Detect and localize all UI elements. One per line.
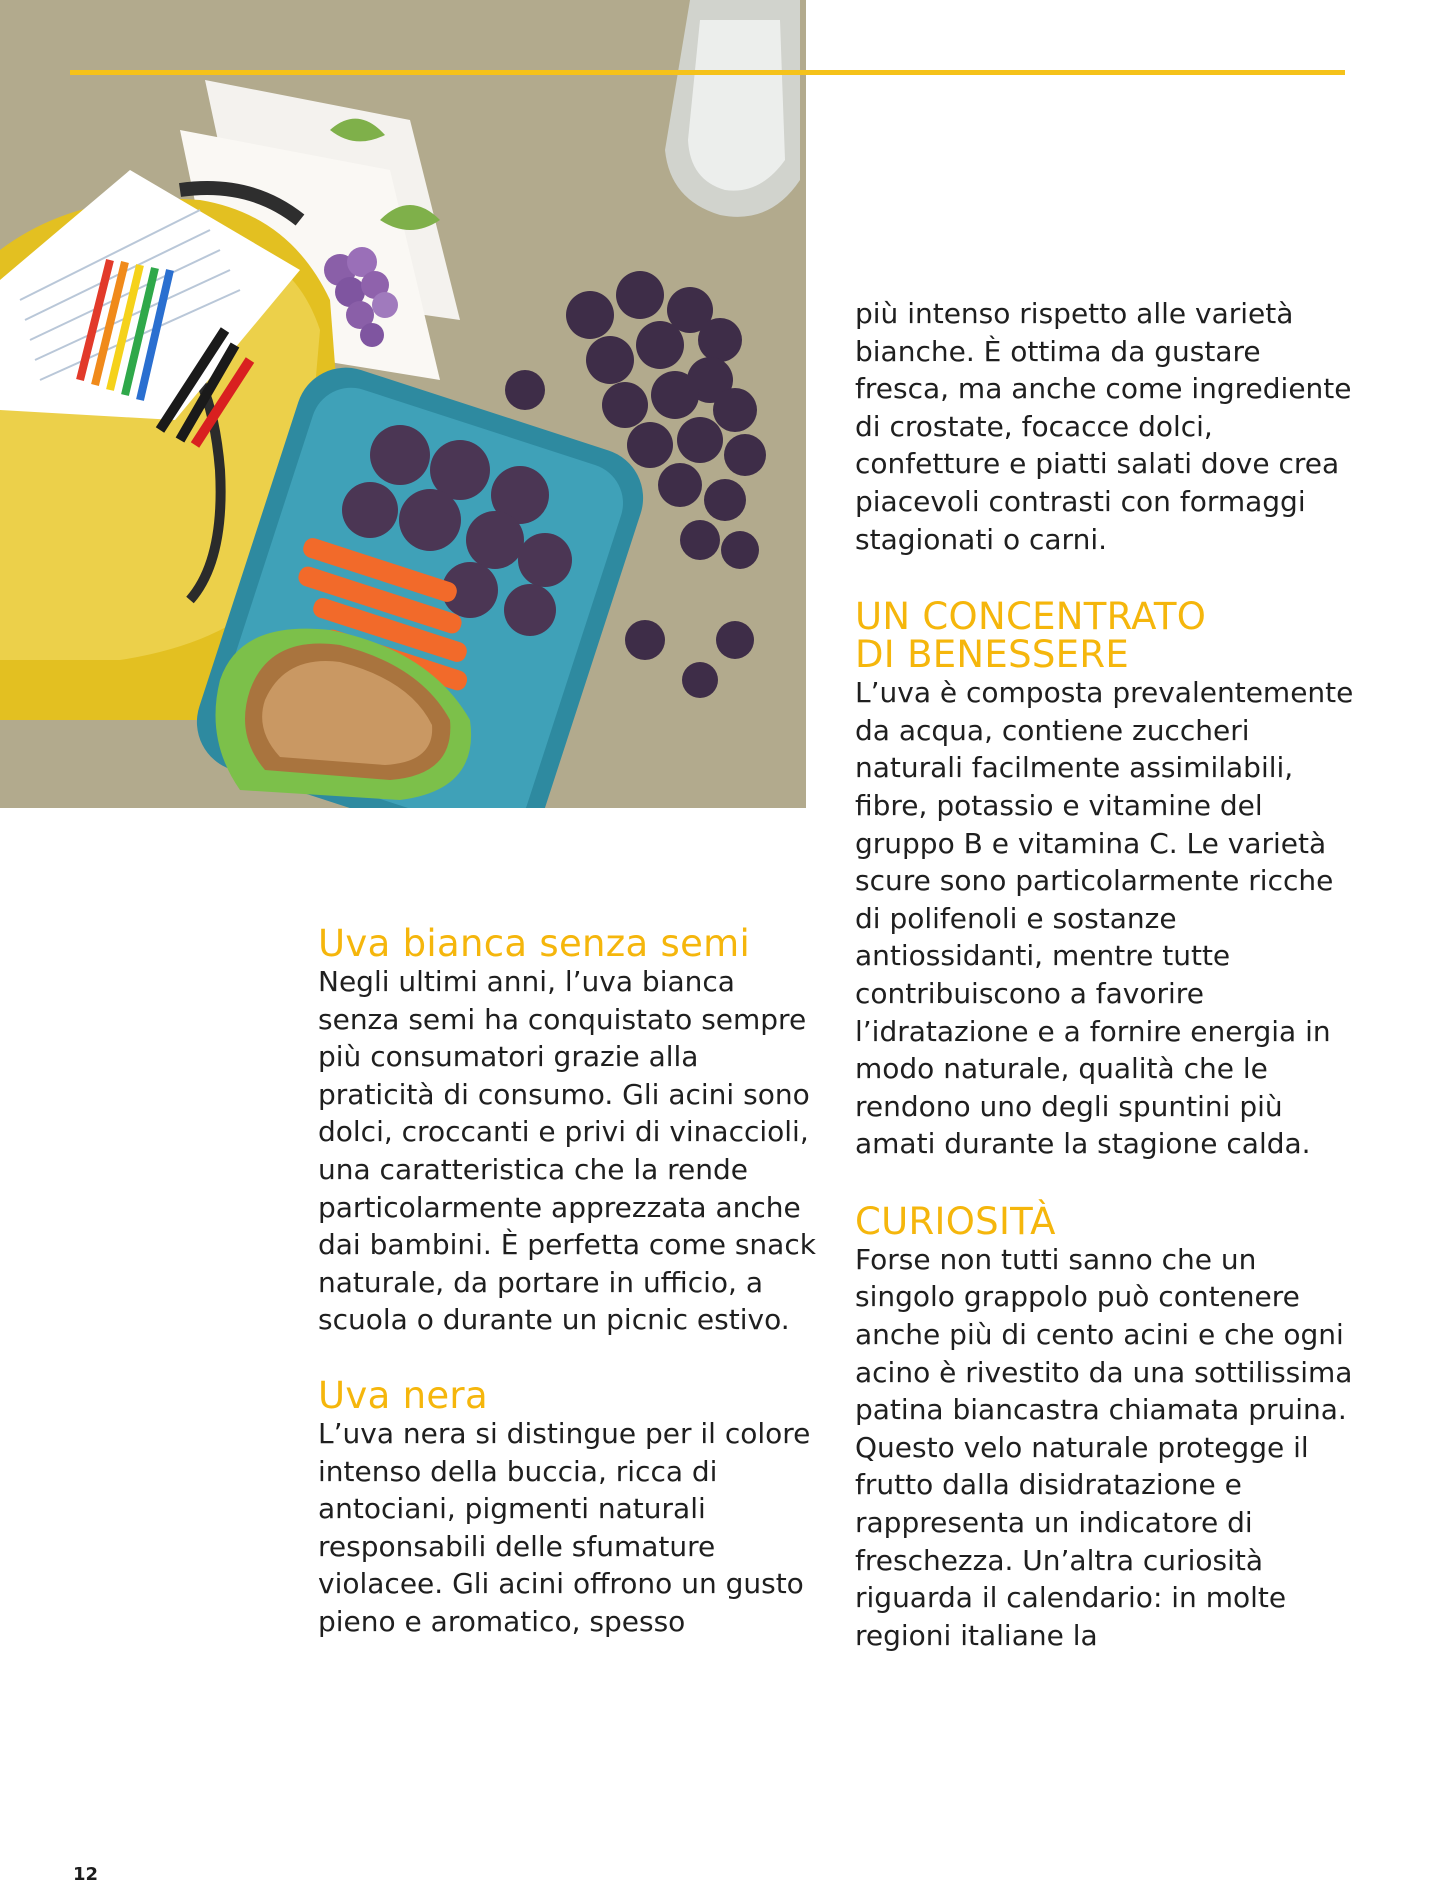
section-title-wellness-line2: DI BENESSERE [855,633,1130,677]
section-title-wellness-line1: UN CONCENTRATO [855,595,1207,639]
section-text-curiosity: Forse non tutti sanno che un singolo grappolo può contenere anche più di cento acini e che ogni acino è rivestito da una sottilissima patina biancastra chiamata pruina. Questo velo naturale protegge il frutto dalla disidratazione e rappresenta un indicatore di freschezza. Un’altra curiosità riguarda il calendario: in molte regioni italiane la [855,1242,1353,1652]
accent-rule [70,70,1345,75]
section-text-seedless-white-grapes: Negli ultimi anni, l’uva bianca senza semi ha conquistato sempre più consumatori grazie alla praticità di consumo. Gli acini sono dolci, croccanti e privi di vinaccioli, una caratteristica che la rende particolarmente apprezzata anche dai bambini. È perfetta come snack naturale, da portare in ufficio, a scuola o durante un picnic estivo. [318,965,816,1337]
section-text-black-grapes: L’uva nera si distingue per il colore intenso della buccia, ricca di antociani, pigmenti naturali responsabili delle sfumature violacee. Gli acini offrono un gusto pieno e aromatico, spesso [318,1416,811,1638]
section-title-wellness [855,595,1355,677]
hero-photo [0,0,806,808]
right-column [855,295,1355,1654]
continued-text-black-grapes: più intenso rispetto alle varietà bianche. È ottima da gustare fresca, ma anche come ingrediente di crostate, focacce dolci, confetture e piatti salati dove crea piacevoli contrasti con formaggi stagionati o carni. [855,297,1352,556]
section-title-curiosity: CURIOSITÀ [855,1199,1056,1243]
left-column [318,922,818,1641]
section-text-wellness: L’uva è composta prevalentemente da acqua, contiene zuccheri naturali facilmente assimilabili, fibre, potassio e vitamine del gruppo B e vitamina C. Le varietà scure sono particolarmente ricche di polifenoli e sostanze antiossidanti, mentre tutte contribuiscono a favorire l’idratazione e a fornire energia in modo naturale, qualità che le rendono uno degli spuntini più amati durante la stagione calda. [855,676,1354,1161]
section-title-seedless-white-grapes: Uva bianca senza semi [318,922,751,965]
section-title-black-grapes: Uva nera [318,1373,488,1417]
water-bottle [665,0,800,217]
page-number: 12 [73,1864,99,1885]
